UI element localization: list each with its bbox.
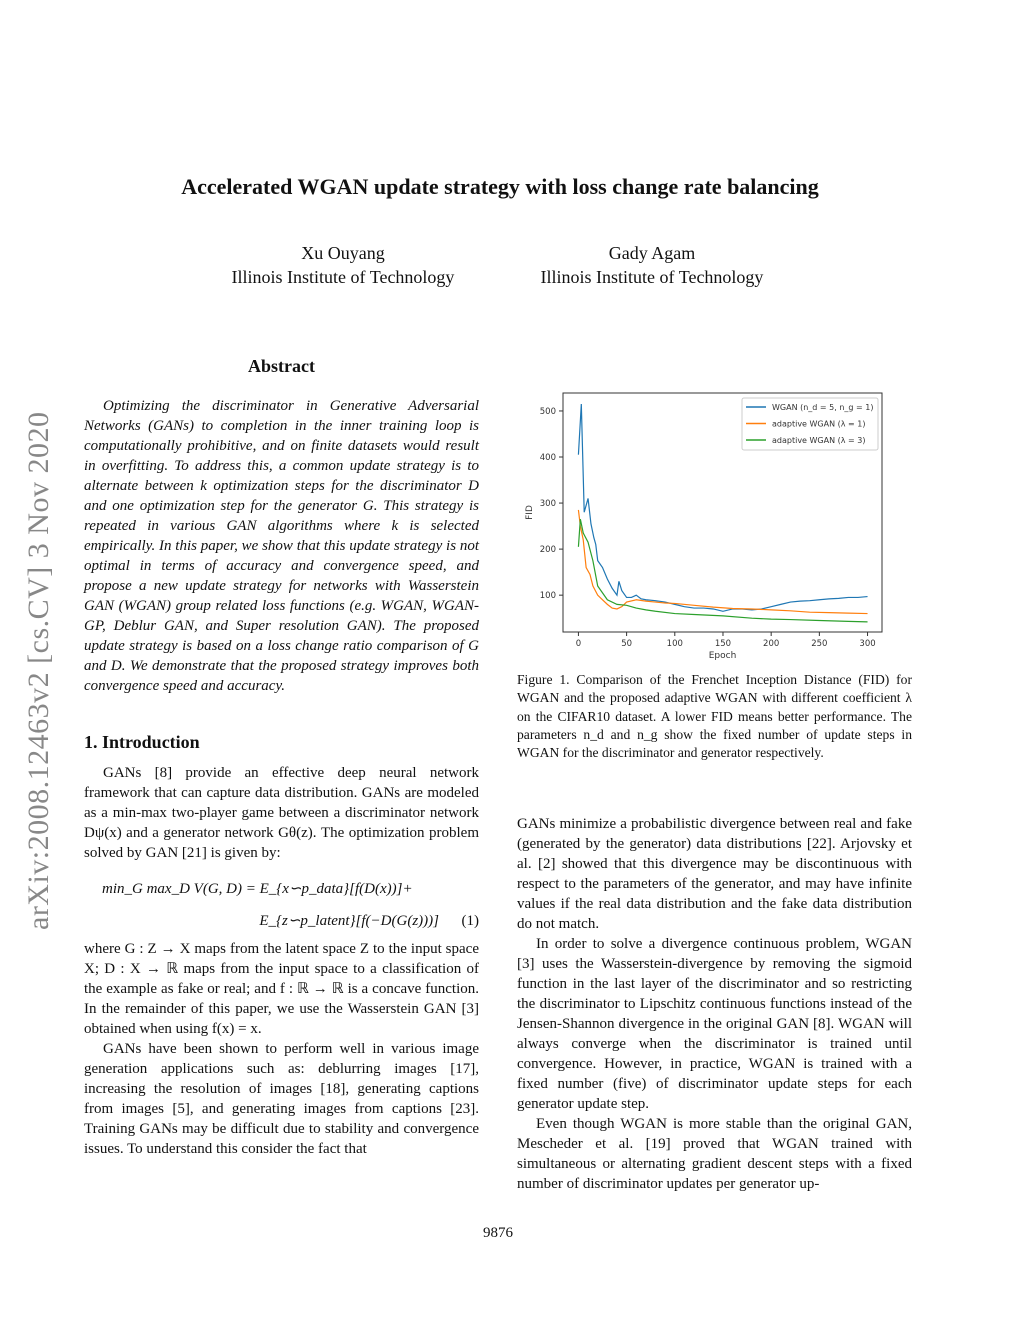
abstract-text: Optimizing the discriminator in Generative Adversarial Networks (GANs) to completion in the inner training loop is computationally prohibitive, and on finite datasets would result in overfitting. To address this, a common update strategy is to alternate between k optimization steps for the discriminator D and one optimization step for the generator G. This strategy is repeated in various GAN algorithms where k is selected empirically. In this paper, we show that this update strategy is not optimal in terms of accuracy and convergence speed, and propose a new update strategy for networks with Wasserstein GAN (WGAN) group related loss functions (e.g. WGAN, WGAN-GP, Deblur GAN, and Super resolution GAN). The proposed update strategy is based on a loss change ratio comparison of G and D. We demonstrate that the proposed strategy improves both convergence speed and accuracy. (84, 398, 479, 694)
author-1 (200, 241, 486, 289)
legend-entry: WGAN (n_d = 5, n_g = 1) (772, 403, 874, 412)
body-paragraph: GANs minimize a probabilistic divergence between real and fake (generated by the generator) data distributions [22]. Arjovsky et al. [2] showed that this divergence may be discontinuous with respect to the parameters of the generator, and may have infinite values if the real data distribution and the fake data distribution do not match. (517, 816, 912, 932)
y-tick-label: 200 (539, 545, 556, 556)
x-tick-label: 50 (621, 639, 633, 649)
left-column (84, 356, 479, 1159)
body-paragraph: In order to solve a divergence continuous problem, WGAN [3] uses the Wasserstein-divergence by removing the sigmoid function in the last layer of the discriminator and so restricting the discriminator to Lipschitz continuous functions instead of the Jensen-Shannon divergence in the original GAN [8]. WGAN will always converge when the discriminator is trained until convergence. However, in practice, WGAN is trained with a fixed number (five) of discriminator update steps for each generator update step. (517, 936, 912, 1112)
arxiv-stamp: arXiv:2008.12463v2 [cs.CV] 3 Nov 2020 (22, 411, 55, 930)
paper-title: Accelerated WGAN update strategy with loss change rate balancing (181, 174, 819, 199)
page-number: 9876 (483, 1225, 513, 1241)
y-tick-label: 500 (539, 406, 556, 417)
series-line-1 (578, 510, 867, 614)
fid-chart (520, 390, 890, 665)
body-paragraph: Even though WGAN is more stable than the original GAN, Mescheder et al. [19] proved that WGAN trained with simultaneous or alternating gradient descent steps with a fixed number of discriminator updates per generator up- (517, 1116, 912, 1192)
intro-paragraph: GANs [8] provide an effective deep neural network framework that can capture data distribution. GANs are modeled as a min-max two-player game between a discriminator network Dψ(x) and a generator network Gθ(z). The optimization problem solved by GAN [21] is given by: (84, 765, 479, 861)
author-name: Gady Agam (608, 243, 696, 263)
x-tick-label: 0 (575, 639, 582, 649)
y-axis-label: FID (525, 505, 535, 520)
right-column (517, 814, 912, 1194)
legend-entry: adaptive WGAN (λ = 1) (772, 419, 866, 429)
abstract-heading: Abstract (248, 356, 315, 376)
x-tick-label: 300 (859, 639, 876, 649)
author-affiliation: Illinois Institute of Technology (540, 267, 764, 287)
x-tick-label: 100 (666, 639, 683, 649)
x-tick-label: 150 (714, 639, 732, 649)
author-affiliation: Illinois Institute of Technology (231, 267, 455, 287)
equation-number: (1) (461, 913, 479, 929)
intro-heading: 1. Introduction (84, 732, 200, 752)
intro-paragraph: where G : Z → X maps from the latent space Z to the input space X; D : X → ℝ maps from the input space to a classification of the example as fake or real; and f : ℝ → ℝ is a concave function. In the remainder of this paper, we use the Wasserstein GAN [3] obtained when using f(x) = x. (84, 941, 479, 1037)
equation-line: E_{z∽p_latent}[f(−D(G(z)))] (259, 913, 439, 929)
figure-caption: Figure 1. Comparison of the Frenchet Inception Distance (FID) for WGAN and the proposed adaptive WGAN with different coefficient λ on the CIFAR10 dataset. A lower FID means better performance. The parameters n_d and n_g show the fixed number of update steps in WGAN for the discriminator and generator respectively. (517, 672, 912, 761)
author-name: Xu Ouyang (301, 243, 385, 263)
y-tick-label: 300 (539, 499, 556, 510)
y-tick-label: 100 (539, 591, 556, 602)
x-axis-label: Epoch (708, 651, 737, 661)
author-2 (510, 241, 794, 289)
y-tick-label: 400 (539, 453, 556, 464)
x-tick-label: 250 (811, 639, 828, 649)
x-tick-label: 200 (763, 639, 780, 649)
legend-entry: adaptive WGAN (λ = 3) (772, 436, 866, 445)
equation-1 (84, 869, 479, 939)
intro-paragraph: GANs have been shown to perform well in various image generation applications such as: deblurring images [17], increasing the resolution of images [18], generating captions from images [5], and generating images from captions [23]. Training GANs may be difficult due to stability and convergence issues. To understand this consider the fact that (84, 1041, 479, 1157)
equation-line: min_G max_D V(G, D) = E_{x∽p_data}[f(D(x))]+ (102, 881, 413, 897)
